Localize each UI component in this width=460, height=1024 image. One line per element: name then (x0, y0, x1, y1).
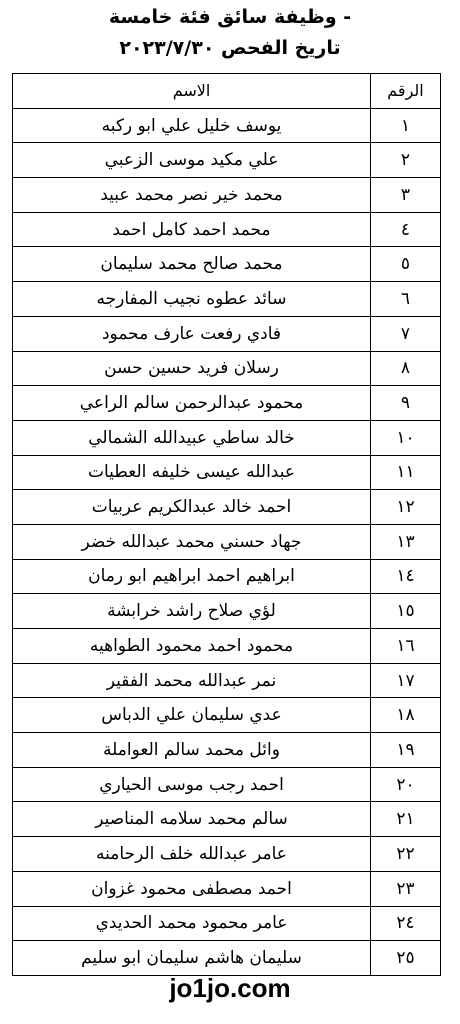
row-number: ٣ (371, 178, 441, 213)
candidate-name: احمد مصطفى محمود غزوان (13, 871, 371, 906)
row-number: ٨ (371, 351, 441, 386)
row-number: ٥ (371, 247, 441, 282)
row-number: ١ (371, 108, 441, 143)
candidate-name: محمود عبدالرحمن سالم الراعي (13, 386, 371, 421)
table-row (13, 108, 441, 143)
row-number: ٩ (371, 386, 441, 421)
row-number: ٧ (371, 316, 441, 351)
row-number: ١٥ (371, 594, 441, 629)
table-row (13, 178, 441, 213)
row-number: ١٨ (371, 698, 441, 733)
table-row (13, 386, 441, 421)
candidate-name: سائد عطوه نجيب المفارجه (13, 282, 371, 317)
table-row (13, 212, 441, 247)
candidate-name: عبدالله عيسى خليفه العطيات (13, 455, 371, 490)
site-watermark: jo1jo.com (169, 973, 291, 1003)
table-row (13, 906, 441, 941)
candidate-name: رسلان فريد حسين حسن (13, 351, 371, 386)
table-row (13, 767, 441, 802)
candidate-name: وائل محمد سالم العواملة (13, 733, 371, 768)
candidate-name: عامر عبدالله خلف الرحامنه (13, 837, 371, 872)
row-number: ٢٥ (371, 941, 441, 976)
row-number: ١٧ (371, 663, 441, 698)
table-row (13, 837, 441, 872)
row-number: ٢ (371, 143, 441, 178)
table-row (13, 316, 441, 351)
table-row (13, 594, 441, 629)
candidate-name: خالد ساطي عبيدالله الشمالي (13, 420, 371, 455)
row-number: ١٣ (371, 524, 441, 559)
table-row (13, 143, 441, 178)
table-row (13, 698, 441, 733)
table-body (13, 108, 441, 975)
row-number: ٦ (371, 282, 441, 317)
exam-date: تاريخ الفحص ٢٠٢٣/٧/٣٠ (119, 37, 341, 59)
candidate-name: محمد خير نصر محمد عبيد (13, 178, 371, 213)
row-number: ١٠ (371, 420, 441, 455)
table-row (13, 524, 441, 559)
candidate-name: احمد خالد عبدالكريم عربيات (13, 490, 371, 525)
row-number: ١٩ (371, 733, 441, 768)
candidate-name: سالم محمد سلامه المناصير (13, 802, 371, 837)
row-number: ١٦ (371, 629, 441, 664)
page-title: - وظيفة سائق فئة خامسة (108, 6, 352, 28)
candidate-name: فادي رفعت عارف محمود (13, 316, 371, 351)
candidate-name: محمد صالح محمد سليمان (13, 247, 371, 282)
candidate-name: محمود احمد محمود الطواهيه (13, 629, 371, 664)
row-number: ٢٠ (371, 767, 441, 802)
row-number: ٢١ (371, 802, 441, 837)
candidate-name: عامر محمود محمد الحديدي (13, 906, 371, 941)
candidate-name: يوسف خليل علي ابو ركبه (13, 108, 371, 143)
table-row (13, 455, 441, 490)
table-row (13, 247, 441, 282)
table-row (13, 490, 441, 525)
table-row (13, 629, 441, 664)
candidate-name: نمر عبدالله محمد الفقير (13, 663, 371, 698)
table-row (13, 733, 441, 768)
candidate-name: جهاد حسني محمد عبدالله خضر (13, 524, 371, 559)
row-number: ٢٢ (371, 837, 441, 872)
row-number: ٢٤ (371, 906, 441, 941)
row-number: ١٤ (371, 559, 441, 594)
candidate-name: سليمان هاشم سليمان ابو سليم (13, 941, 371, 976)
row-number: ١٢ (371, 490, 441, 525)
row-number: ٤ (371, 212, 441, 247)
candidate-name: احمد رجب موسى الحياري (13, 767, 371, 802)
candidate-name: محمد احمد كامل احمد (13, 212, 371, 247)
candidates-table (12, 73, 441, 976)
row-number: ٢٣ (371, 871, 441, 906)
candidate-name: لؤي صلاح راشد خرابشة (13, 594, 371, 629)
table-row (13, 871, 441, 906)
candidate-name: عدي سليمان علي الدباس (13, 698, 371, 733)
table-row (13, 802, 441, 837)
candidate-name: علي مكيد موسى الزعبي (13, 143, 371, 178)
table-header-row (13, 74, 441, 109)
table-row (13, 559, 441, 594)
table-row (13, 351, 441, 386)
column-header-number: الرقم (371, 74, 441, 109)
row-number: ١١ (371, 455, 441, 490)
table-row (13, 282, 441, 317)
candidate-name: ابراهيم احمد ابراهيم ابو رمان (13, 559, 371, 594)
table-row (13, 663, 441, 698)
table-row (13, 420, 441, 455)
column-header-name: الاسم (13, 74, 371, 109)
